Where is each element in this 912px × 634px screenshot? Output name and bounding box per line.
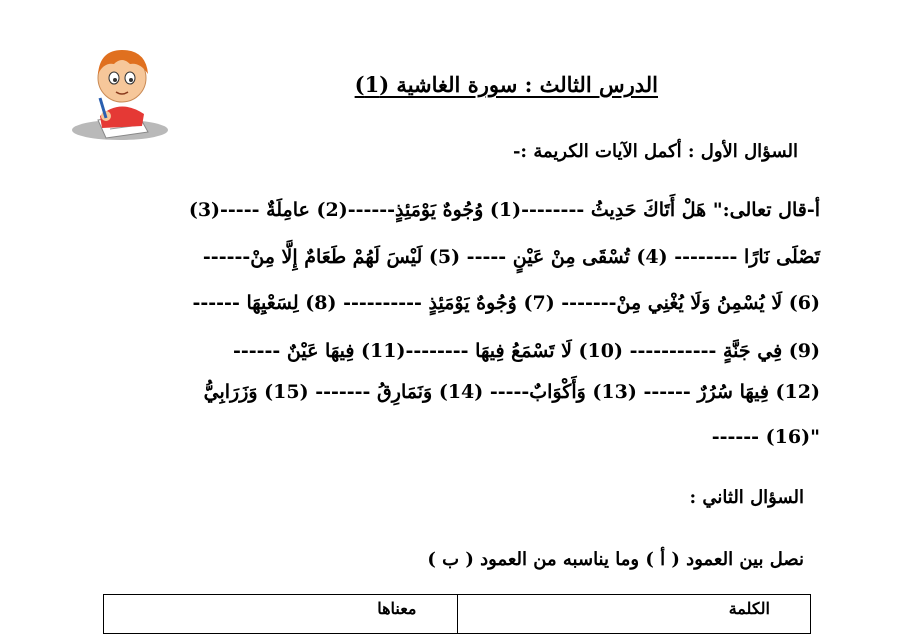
verse-line-3: (6) لَا يُسْمِنُ وَلَا يُغْنِي مِنْ------- (7) وُجُوهٌ يَوْمَئِذٍ ---------- (8) لِسَعْيِهَا ------ — [192, 292, 820, 314]
question-2-heading: السؤال الثاني : — [689, 487, 804, 508]
matching-instruction: نصل بين العمود ( أ ) وما يناسبه من العمود ( ب ) — [427, 549, 804, 570]
verse-line-1: أ-قال تعالى:" هَلْ أَتَاكَ حَدِيثُ --------(1) وُجُوهٌ يَوْمَئِذٍ------(2) عامِلَةٌ -----(3) — [188, 199, 820, 221]
student-writing-illustration — [70, 38, 170, 148]
matching-table — [103, 594, 811, 634]
verse-line-2: تَصْلَى نَارًا -------- (4) تُسْقَى مِنْ عَيْنٍ ----- (5) لَيْسَ لَهُمْ طَعَامٌ إِلَّا مِنْ------ — [202, 246, 820, 268]
verse-line-4: (9) فِي جَنَّةٍ ----------- (10) لَا تَسْمَعُ فِيهَا --------(11) فِيهَا عَيْنٌ ------ — [232, 340, 820, 362]
question-1-heading: السؤال الأول : أكمل الآيات الكريمة :- — [512, 141, 798, 162]
verse-line-6: ------ (16)" — [711, 426, 820, 448]
table-header-col-a: الكلمة — [457, 595, 811, 633]
lesson-title: الدرس الثالث : سورة الغاشية (1) — [354, 72, 658, 97]
verse-line-5: (12) فِيهَا سُرُرٌ ------ (13) وَأَكْوَابٌ----- (14) وَنَمَارِقُ ------- (15) وَزَرَابِيُّ — [203, 381, 820, 403]
table-header-col-b: معناها — [377, 599, 417, 618]
